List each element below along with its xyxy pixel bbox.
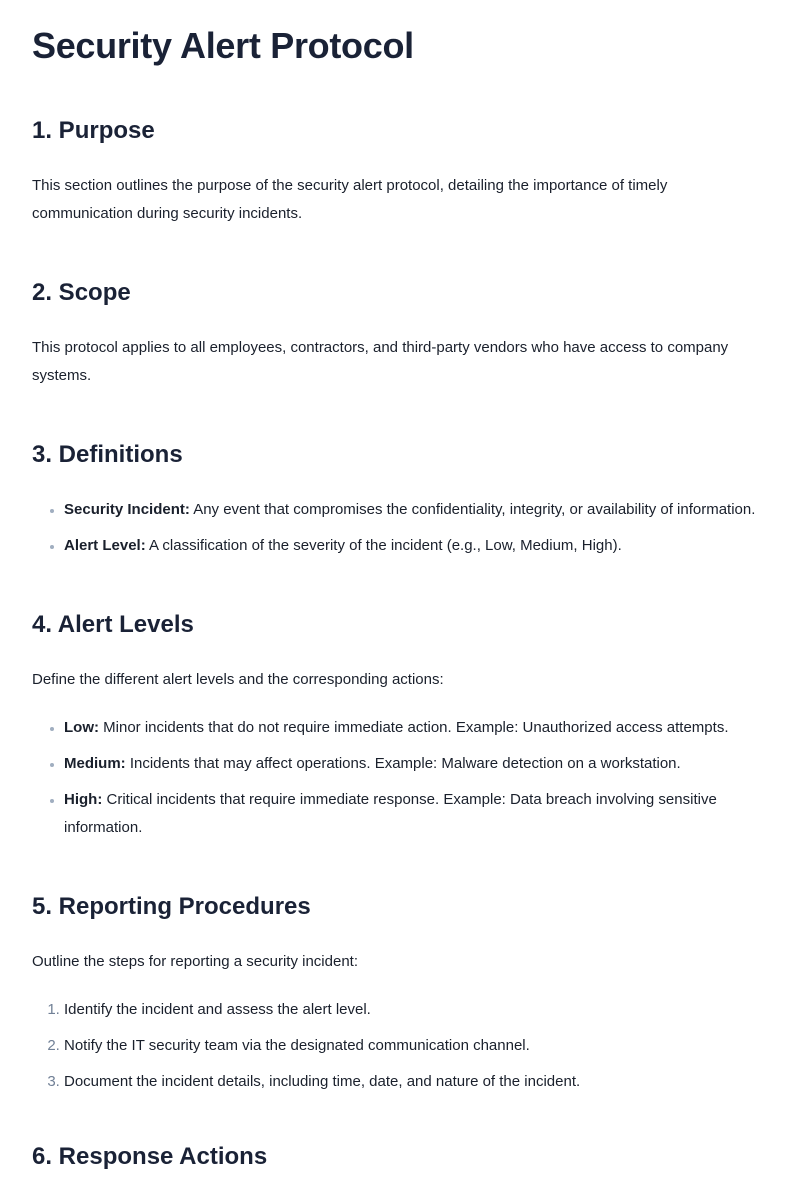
- list-item: [64, 532, 768, 560]
- list-item: 1. Identify the incident and assess the alert level.: [64, 996, 768, 1024]
- section-heading: 2. Scope: [32, 279, 131, 306]
- definition-text: A classification of the severity of the incident (e.g., Low, Medium, High).: [145, 537, 622, 554]
- section-definitions: [32, 440, 768, 560]
- section-intro: Outline the steps for reporting a security incident:: [32, 953, 359, 970]
- section-heading: 1. Purpose: [32, 117, 155, 144]
- section-heading: 3. Definitions: [32, 441, 183, 468]
- section-body: This protocol applies to all employees, contractors, and third-party vendors who have access to company systems.: [32, 339, 729, 384]
- definitions-list: [32, 496, 768, 560]
- section-response-actions: [32, 1142, 768, 1172]
- list-item: [64, 496, 768, 524]
- alert-level-text: Incidents that may affect operations. Example: Malware detection on a workstation.: [125, 755, 681, 772]
- alert-level-term: Medium:: [64, 755, 126, 772]
- section-purpose: [32, 116, 768, 228]
- definition-term: Security Incident:: [64, 501, 190, 518]
- alert-level-text: Minor incidents that do not require immediate action. Example: Unauthorized access attempts.: [99, 719, 729, 736]
- list-item: [64, 750, 768, 778]
- definition-text: Any event that compromises the confidentiality, integrity, or availability of information.: [189, 501, 756, 518]
- document-title: Security Alert Protocol: [32, 25, 414, 66]
- list-item: [64, 786, 768, 842]
- list-item: 3. Document the incident details, including time, date, and nature of the incident.: [64, 1068, 768, 1096]
- list-item: [64, 714, 768, 742]
- section-heading: 6. Response Actions: [32, 1143, 268, 1170]
- section-alert-levels: [32, 610, 768, 842]
- section-heading: 4. Alert Levels: [32, 611, 194, 638]
- section-body: This section outlines the purpose of the security alert protocol, detailing the importance of timely communication during security incidents.: [32, 177, 668, 222]
- section-heading: 5. Reporting Procedures: [32, 893, 311, 920]
- alert-level-term: Low:: [64, 719, 99, 736]
- definition-term: Alert Level:: [64, 537, 146, 554]
- section-intro: Define the different alert levels and the corresponding actions:: [32, 671, 444, 688]
- reporting-steps-list: [32, 996, 768, 1096]
- section-scope: [32, 278, 768, 390]
- alert-level-term: High:: [64, 791, 103, 808]
- list-item: 2. Notify the IT security team via the designated communication channel.: [64, 1032, 768, 1060]
- alert-level-text: Critical incidents that require immediate response. Example: Data breach involving sensitive information.: [64, 791, 717, 836]
- alert-levels-list: [32, 714, 768, 842]
- section-reporting-procedures: [32, 892, 768, 1096]
